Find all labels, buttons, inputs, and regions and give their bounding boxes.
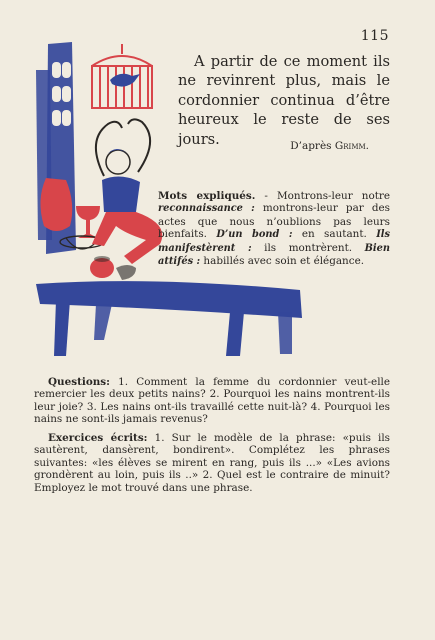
vocabulary-term: D’un bond : (216, 229, 293, 241)
story-closing-paragraph: A partir de ce moment ils ne revinrent plus, mais le cordonnier continua d’être heureux le reste de ses jours. (178, 53, 390, 148)
vocabulary-intro: Montrons-leur notre (277, 190, 390, 202)
vocabulary-heading: Mots expliqués. (158, 190, 256, 202)
questions-section (34, 376, 390, 426)
wine-glass (76, 206, 100, 238)
exercises-text: 1. Sur le modèle de la phrase: «puis ils sautèrent, dansèrent, bondirent». Complétez les phrases suivantes: «les élèves se mirent en rang, puis ils ...» «Les avions grondèrent au loin, puis ils ..» 2. Quel est le contraire de minuit? Employez le mot trouvé dans une phrase. (34, 432, 390, 494)
attribution-prefix: D’après (290, 140, 335, 152)
page-number: 115 (360, 28, 389, 44)
questions-label: Questions: (48, 376, 110, 388)
vocabulary-definition: ils montrèrent. (251, 241, 365, 254)
attribution-author: Grimm. (334, 140, 369, 152)
workbench-illustration (36, 281, 302, 356)
vocabulary-section (158, 190, 390, 268)
vocabulary-term: reconnaissance : (158, 203, 255, 215)
exercises-label: Exercices écrits: (48, 432, 148, 444)
story-attribution (290, 140, 369, 152)
bird-icon (110, 74, 140, 87)
red-vase (40, 178, 72, 231)
vocabulary-definition: en sautant. (292, 228, 377, 241)
questions-text: 1. Comment la femme du cordonnier veut-elle remercier les deux petits nains? 2. Pourquoi les nains montrent-ils leur joie? 3. Les nains ont-ils travaillé cette nuit-là? 4. Pourquoi les nains ne sont-ils jamais revenus? (34, 376, 390, 426)
vocabulary-term: Ils manifestèrent : (158, 229, 391, 254)
vocabulary-definition: montrons-leur par des actes que nous n’oublions pas leurs bienfaits. (158, 202, 390, 241)
exercises-section (34, 432, 390, 494)
vocabulary-dash: - (255, 190, 278, 202)
vocabulary-term: Bien attifés : (158, 242, 390, 268)
vocabulary-definition: habillés avec soin et élégance. (200, 255, 365, 268)
elf-figure (90, 119, 162, 280)
